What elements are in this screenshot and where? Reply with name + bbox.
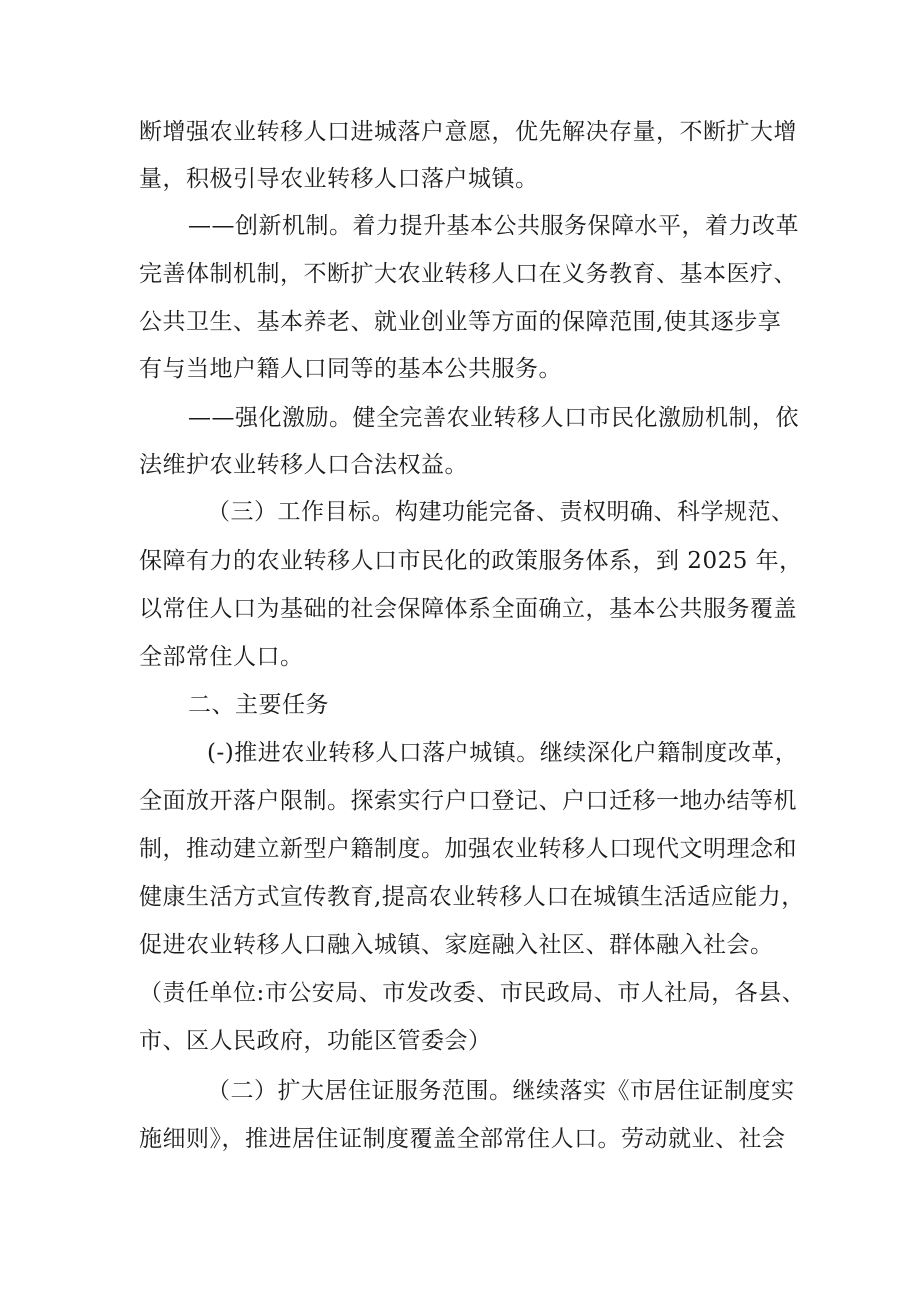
text-line-18: 促进农业转移人口融入城镇、家庭融入社区、群体融入社会。 — [139, 932, 774, 958]
text-line-1: 断增强农业转移人口进城落户意愿，优先解决存量，不断扩大增 — [139, 119, 797, 145]
text-line-14: (-)推进农业转移人口落户城镇。继续深化户籍制度改革， — [207, 740, 799, 766]
text-line-2: 量，积极引导农业转移人口落户城镇。 — [139, 166, 539, 192]
text-line-20: 市、区人民政府，功能区管委会） — [139, 1028, 492, 1054]
text-line-8: 法维护农业转移人口合法权益。 — [139, 452, 468, 478]
text-line-16: 制，推动建立新型户籍制度。加强农业转移人口现代文明理念和 — [139, 836, 797, 862]
text-line-22: 施细则》，推进居住证制度覆盖全部常住人口。劳动就业、社会 — [139, 1126, 786, 1152]
text-line-5: 公共卫生、基本养老、就业创业等方面的保障范围,使其逐步享 — [139, 309, 782, 335]
text-line-9: （三）工作目标。构建功能完备、责权明确、科学规范、 — [207, 499, 795, 525]
text-line-19: （责任单位:市公安局、市发改委、市民政局、市人社局，各县、 — [139, 980, 806, 1006]
text-line-15: 全面放开落户限制。探索实行户口登记、户口迁移一地办结等机 — [139, 788, 797, 814]
text-line-12: 全部常住人口。 — [139, 644, 304, 670]
text-line-17: 健康生活方式宣传教育,提高农业转移人口在城镇生活适应能力， — [139, 884, 805, 910]
text-line-3: ——创新机制。着力提升基本公共服务保障水平，着力改革 — [188, 213, 799, 239]
text-line-7: ——强化激励。健全完善农业转移人口市民化激励机制，依 — [188, 405, 799, 431]
text-line-6: 有与当地户籍人口同等的基本公共服务。 — [139, 356, 562, 382]
text-line-10: 保障有力的农业转移人口市民化的政策服务体系，到 2025 年， — [139, 548, 803, 574]
text-line-4: 完善体制机制，不断扩大农业转移人口在义务教育、基本医疗、 — [139, 261, 797, 287]
text-line-21: （二）扩大居住证服务范围。继续落实《市居住证制度实 — [207, 1078, 795, 1104]
text-line-11: 以常住人口为基础的社会保障体系全面确立，基本公共服务覆盖 — [139, 596, 797, 622]
section-heading: 二、主要任务 — [188, 692, 329, 718]
